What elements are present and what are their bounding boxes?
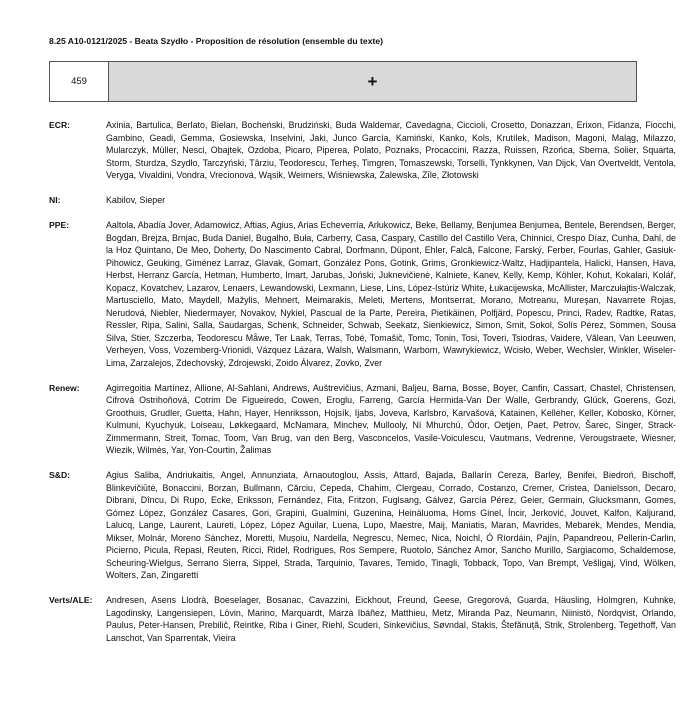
- group-members: Agius Saliba, Andriukaitis, Angel, Annunziata, Arnaoutoglou, Assis, Attard, Bajada, Ballarín Cereza, Barley, Benifei, Biedroń, Bischoff, Blinkevičiūtė, Bonaccini, Borzan, Bullmann, Cărciu, Cepeda, Chahim, Clergeau, Corrado, Costanzo, Cremer, Cristea, Danielsson, Decaro, Dibrani, Dîncu, Di Rupo, Ecke, Eriksson, Fernández, Fita, Fritzon, Fuglsang, Gálvez, García Pérez, Geier, Germain, Glucksmann, Gomes, Gómez López, González Casares, Gori, Grapini, Gualmini, Guzenina, Heinäluoma, Homs Ginel, İncir, Jerković, Jouvet, Kalfon, Kaljurand, Lalucq, Lange, Laurent, Laureti, López, López Aguilar, Luena, Lupo, Maestre, Maij, Maniatis, Maran, Mavrides, Mebarek, Mendes, Mendia, Mikser, Molnár, Moreno Sánchez, Moretti, Mușoiu, Nardella, Negrescu, Nemec, Nica, Noichl, Ó Ríordáin, Pajín, Papandreou, Pellerin-Carlin, Picierno, Picula, Repasi, Reuten, Ricci, Ridel, Rodrigues, Ros Sempere, Ruotolo, Sánchez Amor, Sancho Murillo, Sargiacomo, Schaldemose, Scheuring-Wielgus, Serrano Sierra, Sippel, Strada, Tarquinio, Tavares, Temido, Tinagli, Tobback, Topo, Van Brempt, Vešligaj, Vind, Wölken, Wolters, Zan, Zingaretti: [106, 470, 676, 580]
- group-ecr: [49, 119, 676, 182]
- group-renew: [49, 382, 676, 457]
- group-sd: [49, 469, 676, 582]
- group-members: Andresen, Asens Llodrà, Boeselager, Bosanac, Cavazzini, Eickhout, Freund, Geese, Gregorová, Guarda, Häusling, Holmgren, Kuhnke, Lagodinsky, Langensiepen, Lövin, Marino, Marquardt, Marzà Ibáñez, Matthieu, Metz, Miranda Paz, Neumann, Niinistö, Nordqvist, Orlando, Paulus, Peter-Hansen, Prebilič, Reintke, Riba i Giner, Riehl, Scuderi, Sinkevičius, Søvndal, Stakis, Štefănuță, Strik, Strolenberg, Tegethoff, Van Lanschot, Van Sparrentak, Vieira: [106, 595, 676, 643]
- vote-count-cell: 459: [50, 62, 109, 101]
- group-members: Agirregoitia Martínez, Allione, Al-Sahlani, Andrews, Auštrevičius, Azmani, Baljeu, Barna, Bosse, Boyer, Canfin, Cassart, Chastel, Christensen, Cifrová Ostrihoňová, Cotrim De Figueiredo, Cowen, Eroglu, Farreng, García Hermida-Van Der Walle, Gerbrandy, Glück, Goerens, Gozi, Groothuis, Grudler, Guetta, Hahn, Hayer, Henriksson, Hojsík, Ijabs, Joveva, Karlsbro, Karvašová, Katainen, Kelleher, Keller, Kobosko, Körner, Kulmuni, Kyuchyuk, Loiseau, Løkkegaard, McNamara, Minchev, Mullooly, Ní Mhurchú, Ódor, Oetjen, Paet, Petrov, Šarec, Singer, Strack-Zimmermann, Streit, Tomac, Toom, Van Brug, van den Berg, Vasconcelos, Vasile-Voiculescu, Vautmans, Vedrenne, Verougstraete, Wiesner, Wiezik, Wilmès, Yar, Yon-Courtin, Žalimas: [106, 382, 676, 455]
- vote-result-cell: +: [109, 62, 636, 101]
- group-members: Aaltola, Abadía Jover, Adamowicz, Aftias, Agius, Arias Echeverría, Arłukowicz, Beke, Bellamy, Benjumea Benjumea, Bentele, Berendsen, Berger, Bogdan, Brejza, Brnjac, Buda Daniel, Bugalho, Buła, Carberry, Casa, Caspary, Castillo del Castillo Vera, Chinnici, Crespo Díaz, Cunha, Dahl, de la Hoz Quintano, De Meo, Doherty, Do Nascimento Cabral, Dorfmann, Düpont, Ehler, Falcă, Falcone, Farský, Ferber, Fourlas, Gahler, Gasiuk-Pihowicz, Geuking, Giménez Larraz, Glavak, Gomart, González Pons, Gotink, Grims, Gronkiewicz-Waltz, Hadjipantela, Halicki, Hansen, Hava, Herbst, Herranz García, Hetman, Humberto, Imart, Jarubas, Joński, Juknevičienė, Kalniete, Kanev, Kelly, Kemp, Köhler, Kohut, Kokalari, Kolář, Kopacz, Kovatchev, Lazarov, Lenaers, Lewandowski, Lexmann, Liese, Lins, López-Istúriz White, Łukacijewska, McAllister, Marczułajtis-Walczak, Martusciello, Mato, Maydell, Mažylis, Mehnert, Meimarakis, Meleti, Mertens, Montserrat, Morano, Motreanu, Mureşan, Navarrete Rojas, Nerudová, Niebler, Niedermayer, Novakov, Nykiel, Pascual de la Parte, Pereira, Pietikäinen, Polfjärd, Popescu, Princi, Radev, Radtke, Ratas, Ressler, Ripa, Salini, Salla, Saudargas, Schenk, Schneider, Schwab, Seekatz, Sienkiewicz, Simon, Smit, Sokol, Solís Pérez, Sommen, Sousa Silva, Stier, Szczerba, Teodorescu Måwe, Ter Laak, Terras, Tobé, Tomašič, Tomc, Tonin, Tosi, Toveri, Tsiodras, Vaidere, Vălean, Van Leeuwen, Verheyen, Voss, Vozemberg-Vrionidi, Vázquez Lázara, Walsh, Walsmann, Warborn, Wawrykiewicz, Wcisło, Weber, Wechsler, Winkler, Wiseler-Lima, Zarzalejos, Zdechovský, Zdrojewski, Zoido Álvarez, Zovko, Zver: [106, 220, 676, 368]
- group-verts-ale: [49, 594, 676, 644]
- political-groups-list: [49, 119, 676, 657]
- group-name: PPE:: [49, 220, 70, 230]
- document-title: 8.25 A10-0121/2025 - Beata Szydło - Proposition de résolution (ensemble du texte): [49, 36, 383, 46]
- group-name: NI:: [49, 195, 61, 205]
- group-ppe: [49, 219, 676, 369]
- vote-result-table: [49, 61, 637, 102]
- group-members: Axinia, Bartulica, Berlato, Bielan, Bocheński, Brudziński, Buda Waldemar, Cavedagna, Ciccioli, Crosetto, Donazzan, Erixon, Fidanza, Fiocchi, Gambino, Geadi, Gemma, Gosiewska, Inselvini, Jaki, Junco García, Kamiński, Kanko, Kols, Krutílek, Madison, Magoni, Maląg, Milazzo, Mularczyk, Müller, Nesci, Obajtek, Ozdoba, Picaro, Piperea, Polato, Poznaks, Procaccini, Razza, Ruissen, Rzońca, Sberna, Solier, Squarta, Storm, Sturdza, Szydło, Tarczyński, Târziu, Teodorescu, Terheş, Timgren, Tomaszewski, Torselli, Tynkkynen, Van Dijck, Van Overtveldt, Ventola, Veryga, Vivaldini, Vondra, Vrecionová, Wąsik, Weimers, Wiśniewska, Zalewska, Zīle, Złotowski: [106, 120, 676, 180]
- group-members: Kabilov, Sieper: [106, 195, 166, 205]
- group-name: ECR:: [49, 120, 71, 130]
- group-ni: [49, 194, 639, 207]
- group-name: Verts/ALE:: [49, 595, 93, 605]
- group-name: S&D:: [49, 470, 71, 480]
- group-name: Renew:: [49, 382, 80, 393]
